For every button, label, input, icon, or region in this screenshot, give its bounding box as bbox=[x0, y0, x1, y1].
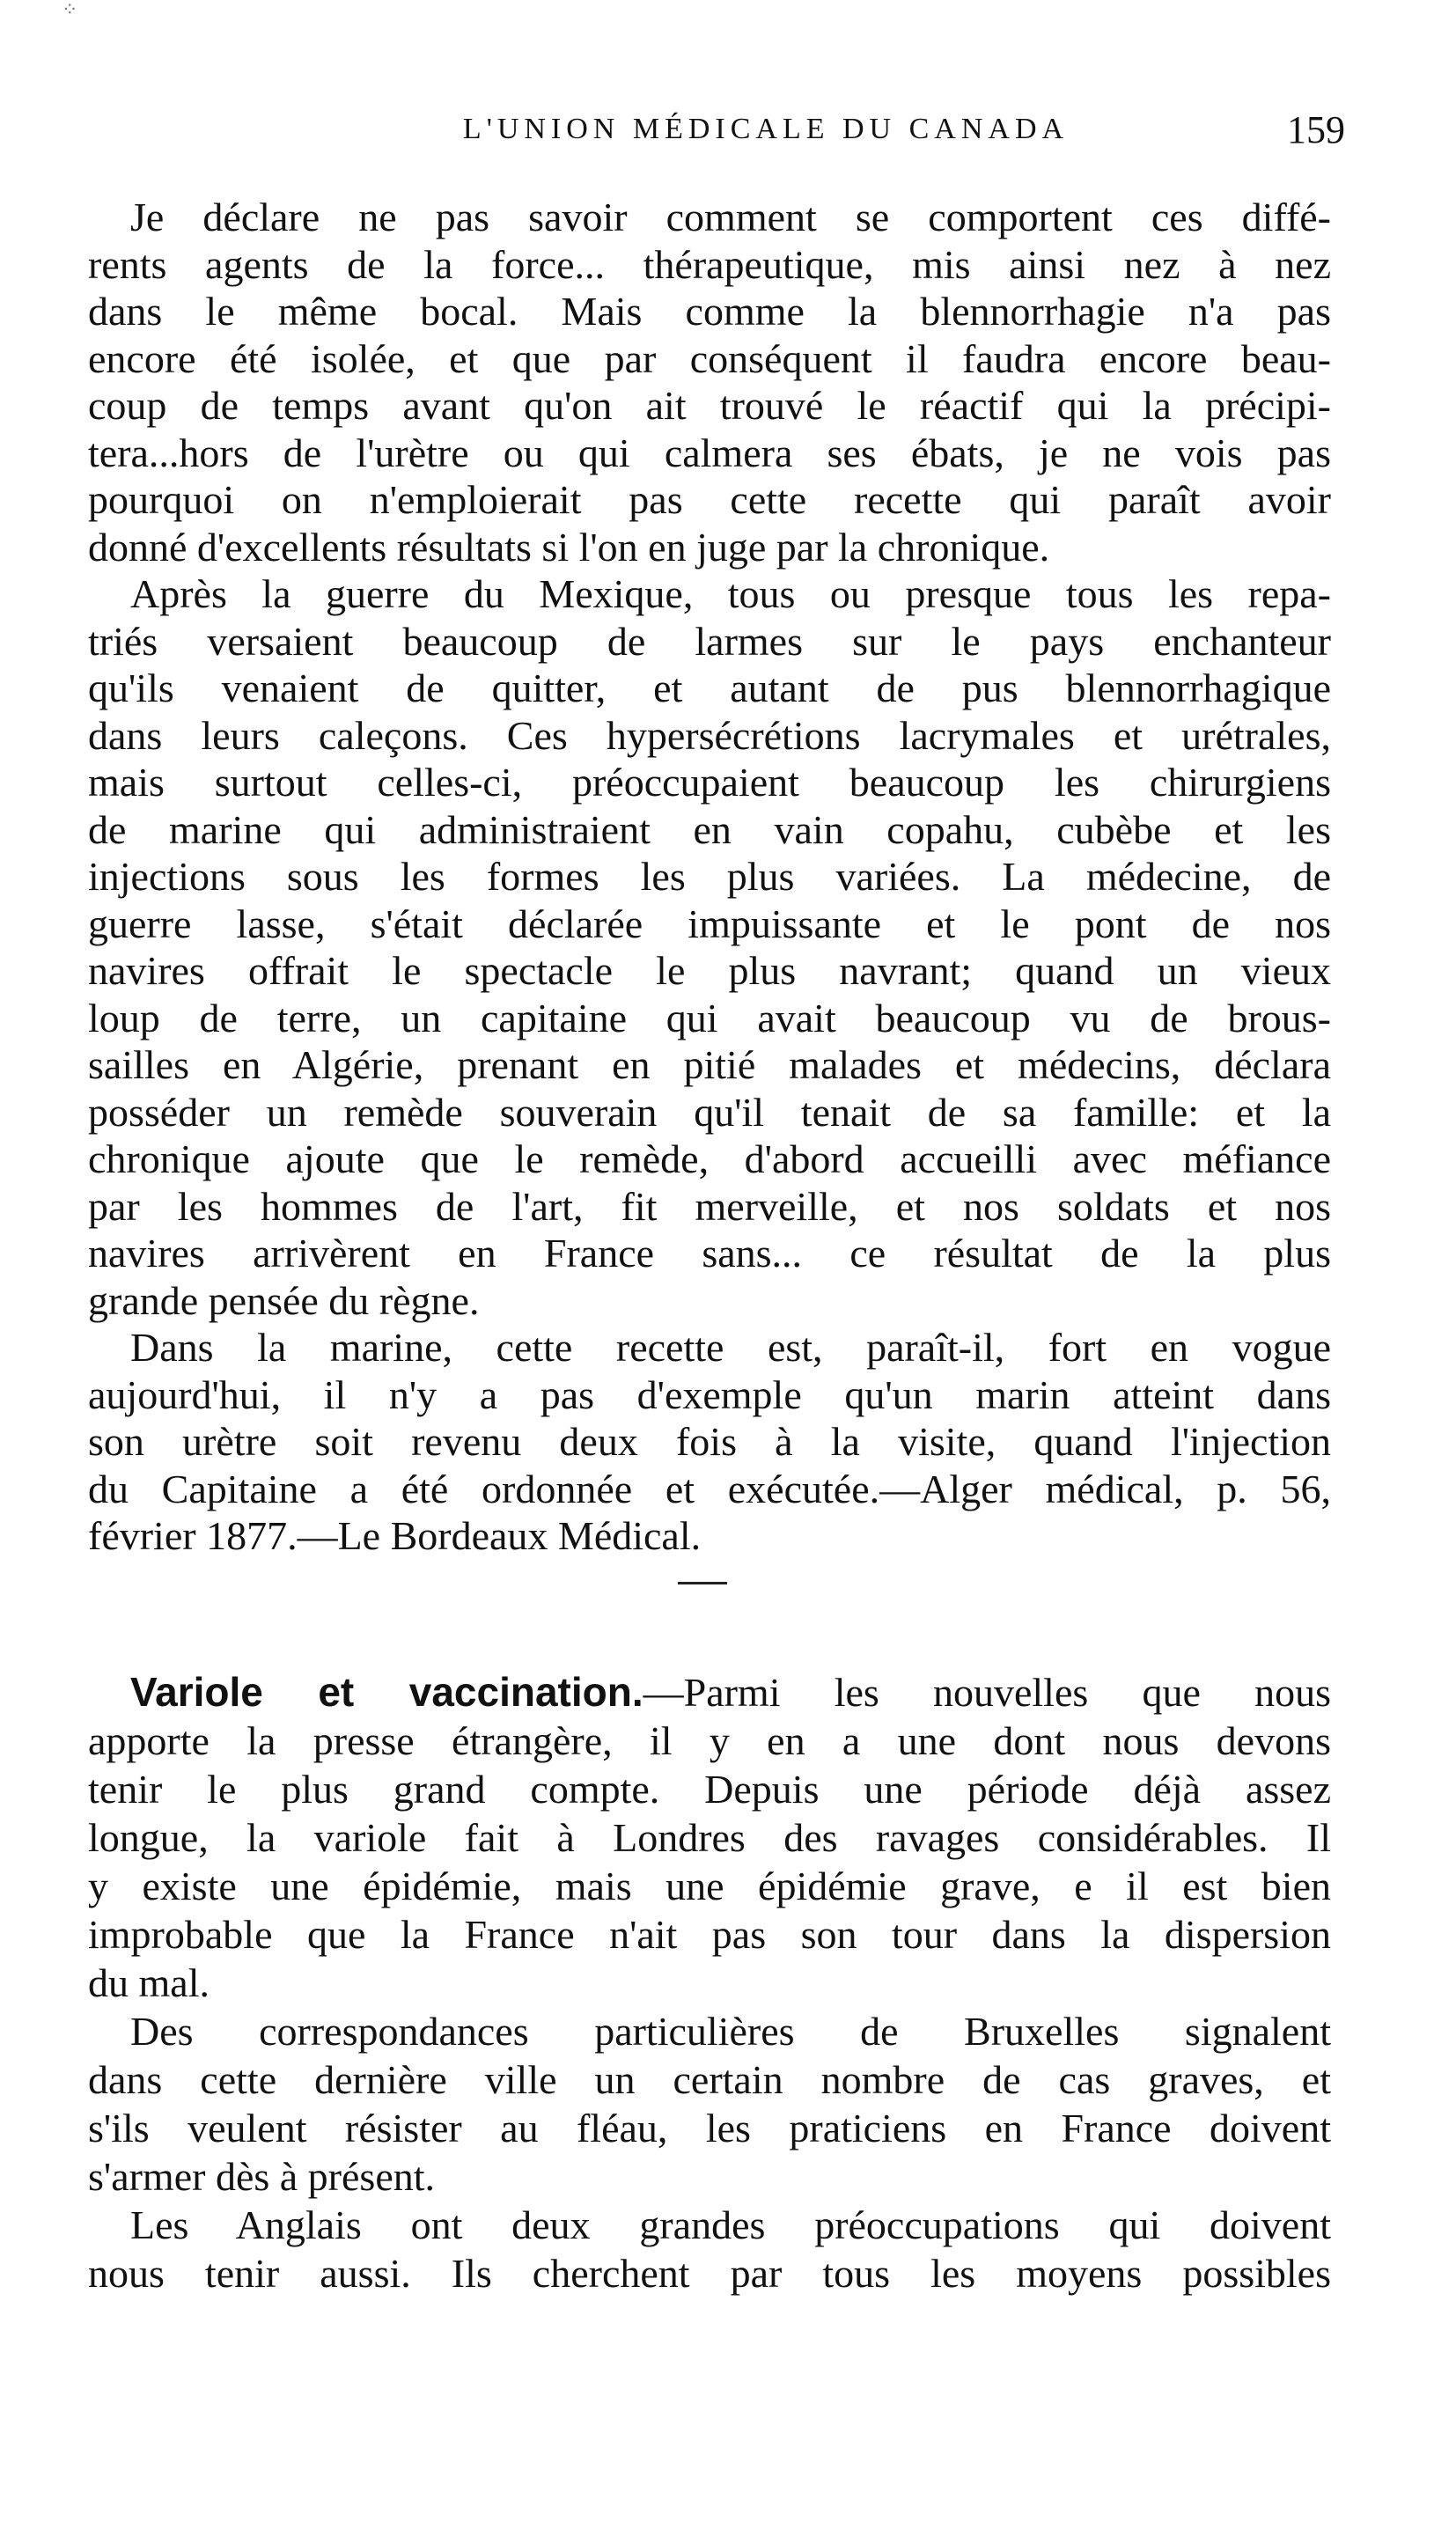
text-line: loup de terre, un capitaine qui avait beaucoup vu de brous- bbox=[88, 995, 1331, 1040]
article-title: Variole et vaccination. bbox=[130, 1669, 643, 1715]
text-line: Je déclare ne pas savoir comment se comportent ces diffé- bbox=[130, 195, 1331, 239]
text-line: de marine qui administraient en vain copahu, cubèbe et les bbox=[88, 806, 1331, 852]
text-line: nous tenir aussi. Ils cherchent par tous les moyens possibles bbox=[88, 2251, 1331, 2296]
text-line: grande pensée du règne. bbox=[88, 1277, 480, 1323]
text-line: longue, la variole fait à Londres des ravages considérables. Il bbox=[88, 1815, 1331, 1860]
text-line bbox=[88, 1668, 1331, 1717]
text-line: encore été isolée, et que par conséquent il faudra encore beau- bbox=[88, 335, 1331, 381]
text-line: improbable que la France n'ait pas son tour dans la dispersion bbox=[88, 1912, 1331, 1957]
text-line: du Capitaine a été ordonnée et exécutée.—Alger médical, p. 56, bbox=[88, 1466, 1331, 1511]
text-fragment: —Parmi les nouvelles que nous bbox=[643, 1670, 1332, 1715]
print-smudge: ⁘ bbox=[62, 0, 78, 20]
text-line: injections sous les formes les plus variées. La médecine, de bbox=[88, 854, 1331, 899]
article-variole bbox=[88, 1668, 1331, 2297]
text-line: donné d'excellents résultats si l'on en juge par la chronique. bbox=[88, 524, 1050, 570]
text-line: février 1877.—Le Bordeaux Médical. bbox=[88, 1513, 702, 1558]
text-line: navires offrait le spectacle le plus navrant; quand un vieux bbox=[88, 948, 1331, 993]
page-number: 159 bbox=[1287, 108, 1345, 151]
text-line: aujourd'hui, il n'y a pas d'exemple qu'un marin atteint dans bbox=[88, 1371, 1331, 1417]
text-line: apporte la presse étrangère, il y en a une dont nous devons bbox=[88, 1718, 1331, 1763]
text-line: son urètre soit revenu deux fois à la visite, quand l'injection bbox=[88, 1419, 1331, 1464]
text-line: tenir le plus grand compte. Depuis une période déjà assez bbox=[88, 1767, 1331, 1812]
text-line: chronique ajoute que le remède, d'abord accueilli avec méfiance bbox=[88, 1136, 1331, 1181]
text-line: qu'ils venaient de quitter, et autant de pus blennorrhagique bbox=[88, 665, 1331, 710]
text-line: dans leurs caleçons. Ces hypersécrétions lacrymales et urétrales, bbox=[88, 712, 1331, 758]
text-line: s'ils veulent résister au fléau, les praticiens en France doivent bbox=[88, 2106, 1331, 2150]
text-line: Des correspondances particulières de Bruxelles signalent bbox=[130, 2009, 1331, 2054]
text-line: guerre lasse, s'était déclarée impuissante et le pont de nos bbox=[88, 901, 1331, 946]
text-line: Après la guerre du Mexique, tous ou presque tous les repa- bbox=[130, 571, 1331, 616]
text-line: sailles en Algérie, prenant en pitié malades et médecins, déclara bbox=[88, 1042, 1331, 1087]
text-line: dans le même bocal. Mais comme la blennorrhagie n'a pas bbox=[88, 289, 1331, 334]
text-line: pourquoi on n'emploierait pas cette recette qui paraît avoir bbox=[88, 477, 1331, 522]
running-header bbox=[370, 108, 1345, 165]
text-line: dans cette dernière ville un certain nombre de cas graves, et bbox=[88, 2057, 1331, 2102]
text-line: coup de temps avant qu'on ait trouvé le réactif qui la précipi- bbox=[88, 383, 1331, 428]
text-line: Dans la marine, cette recette est, paraît-il, fort en vogue bbox=[130, 1325, 1331, 1370]
text-line: du mal. bbox=[88, 1960, 210, 2005]
text-line: y existe une épidémie, mais une épidémie grave, e il est bien bbox=[88, 1864, 1331, 1908]
text-line: navires arrivèrent en France sans... ce résultat de la plus bbox=[88, 1231, 1331, 1276]
text-line: mais surtout celles-ci, préoccupaient beaucoup les chirurgiens bbox=[88, 760, 1331, 805]
text-line: posséder un remède souverain qu'il tenait de sa famille: et la bbox=[88, 1089, 1331, 1135]
article-blennorrhagia bbox=[88, 194, 1331, 1560]
text-line: triés versaient beaucoup de larmes sur le pays enchanteur bbox=[88, 618, 1331, 664]
text-line: par les hommes de l'art, fit merveille, et nos soldats et nos bbox=[88, 1183, 1331, 1229]
journal-title: L'UNION MÉDICALE DU CANADA bbox=[462, 113, 1070, 145]
section-divider bbox=[678, 1582, 727, 1584]
text-line: tera...hors de l'urètre ou qui calmera ses ébats, je ne vois pas bbox=[88, 430, 1331, 475]
text-line: rents agents de la force... thérapeutique, mis ainsi nez à nez bbox=[88, 241, 1331, 287]
text-line: s'armer dès à présent. bbox=[88, 2154, 436, 2199]
text-line: Les Anglais ont deux grandes préoccupations qui doivent bbox=[130, 2202, 1331, 2247]
